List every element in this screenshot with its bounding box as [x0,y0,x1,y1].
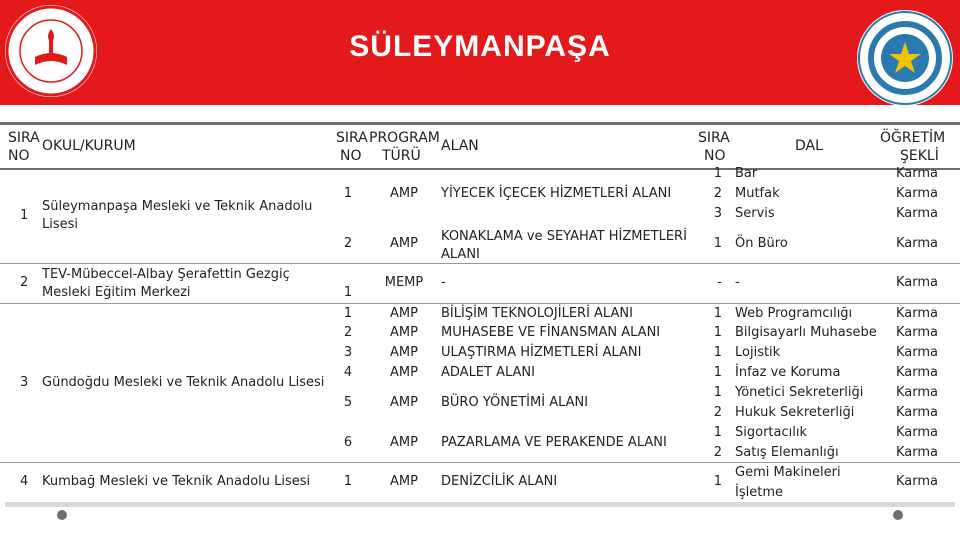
page-title: SÜLEYMANPAŞA [349,30,611,63]
program-no: 6 [343,435,353,450]
program-no: 4 [343,365,353,380]
program-no: 1 [343,285,353,300]
program-no: 2 [343,236,353,251]
program-type: AMP [390,186,418,201]
school-3-no: 3 [20,375,29,390]
alan-name: BİLİŞİM TEKNOLOJİLERİ ALANI [441,306,633,321]
dal-no: 1 [713,306,722,321]
dal-name: İnfaz ve Koruma [735,365,841,380]
meb-logo [5,5,97,97]
school-3-name: Gündoğdu Mesleki ve Teknik Anadolu Lisesi [42,375,325,390]
table-top-border [0,122,960,125]
school-4-name: Kumbağ Mesleki ve Teknik Anadolu Lisesi [42,474,311,489]
dal-no: 2 [713,445,722,460]
header-program-sira-line2: NO [340,148,362,164]
header-okul: OKUL/KURUM [42,138,136,154]
ogretim-sekli: Karma [895,275,938,290]
ogretim-sekli: Karma [895,445,938,460]
header-ogretim-line2: ŞEKLİ [900,148,939,164]
school-4-no: 4 [20,474,29,489]
program-type: AMP [390,325,418,340]
program-type: MEMP [384,275,424,290]
dal-no: - [717,275,722,290]
header-separator [0,168,960,170]
header-alan: ALAN [441,138,479,154]
dal-name: Bar [735,166,758,181]
slide-dot [57,510,67,520]
dal-name: Hukuk Sekreterliği [735,405,855,420]
dal-name: Mutfak [735,186,780,201]
dal-no: 1 [713,325,722,340]
program-no: 3 [343,345,353,360]
program-no: 1 [343,306,353,321]
alan-name: PAZARLAMA VE PERAKENDE ALANI [441,435,667,450]
dal-name: Yönetici Sekreterliği [735,385,864,400]
header-dal: DAL [795,138,823,154]
dal-no: 1 [713,425,722,440]
row-separator [0,263,960,264]
header-program-turu-line2: TÜRÜ [382,148,421,164]
row-separator [0,462,960,463]
program-no: 1 [343,474,353,489]
header-dal-sira-line2: NO [704,148,726,164]
header-dal-sira-line1: SIRA [698,130,730,146]
ogretim-sekli: Karma [895,474,938,489]
dal-name: Satış Elemanlığı [735,445,839,460]
alan-name: MUHASEBE VE FİNANSMAN ALANI [441,325,661,340]
alan-name: ADALET ALANI [441,365,535,380]
school-2-no: 2 [20,275,29,290]
ogretim-sekli: Karma [895,306,938,321]
school-1-no: 1 [20,208,29,223]
dal-name: Ön Büro [735,236,788,251]
dal-no: 1 [713,345,722,360]
ogretim-sekli: Karma [895,385,938,400]
ogretim-sekli: Karma [895,206,938,221]
ogretim-sekli: Karma [895,166,938,181]
dal-name: Sigortacılık [735,425,807,440]
ogretim-sekli: Karma [895,405,938,420]
meb-logo-icon [5,5,97,97]
school-2-name-line2: Mesleki Eğitim Merkezi [42,285,191,300]
dal-no: 2 [713,186,722,201]
dal-no: 1 [713,166,722,181]
alan-name: BÜRO YÖNETİMİ ALANI [441,395,589,410]
alan-name: - [441,275,446,290]
alan-name: ULAŞTIRMA HİZMETLERİ ALANI [441,345,642,360]
alan-name: YİYECEK İÇECEK HİZMETLERİ ALANI [441,186,672,201]
dal-name-line1: Gemi Makineleri [735,465,841,480]
dal-name: Bilgisayarlı Muhasebe [735,325,877,340]
program-type: AMP [390,236,418,251]
header-ogretim-line1: ÖĞRETİM [880,130,946,146]
dal-name: Lojistik [735,345,781,360]
header-program-turu-line1: PROGRAM [369,130,440,146]
program-type: AMP [390,474,418,489]
ogretim-sekli: Karma [895,425,938,440]
dal-no: 1 [713,365,722,380]
ogretim-sekli: Karma [895,186,938,201]
school-2-name-line1: TEV-Mübeccel-Albay Şerafettin Gezgiç [42,267,290,282]
ogretim-sekli: Karma [895,345,938,360]
dal-name: - [735,275,740,290]
alan-name-line2: ALANI [441,247,480,262]
slide-dot [893,510,903,520]
program-type: AMP [390,435,418,450]
row-separator [0,303,960,304]
dal-name-line2: İşletme [735,485,783,500]
ogretim-sekli: Karma [895,325,938,340]
alan-name: DENİZCİLİK ALANI [441,474,558,489]
school-1-name-line1: Süleymanpaşa Mesleki ve Teknik Anadolu [42,199,313,214]
program-no: 1 [343,186,353,201]
program-no: 5 [343,395,353,410]
header-sira-no-line2: NO [8,148,30,164]
program-type: AMP [390,306,418,321]
dal-no: 1 [713,236,722,251]
dal-no: 3 [713,206,722,221]
program-type: AMP [390,365,418,380]
alan-name-line1: KONAKLAMA ve SEYAHAT HİZMETLERİ [441,229,687,244]
ogretim-sekli: Karma [895,236,938,251]
ogretim-sekli: Karma [895,365,938,380]
header-program-sira-line1: SIRA [336,130,368,146]
dal-no: 2 [713,405,722,420]
dal-name: Web Programcılığı [735,306,853,321]
dal-name: Servis [735,206,775,221]
header-sira-no-line1: SIRA [8,130,40,146]
table-bottom-border [5,502,955,507]
program-type: AMP [390,345,418,360]
tekirdag-seal-logo [857,10,953,106]
program-no: 2 [343,325,353,340]
school-1-name-line2: Lisesi [42,217,79,232]
dal-no: 1 [713,474,722,489]
dal-no: 1 [713,385,722,400]
program-type: AMP [390,395,418,410]
seal-icon [857,10,953,106]
